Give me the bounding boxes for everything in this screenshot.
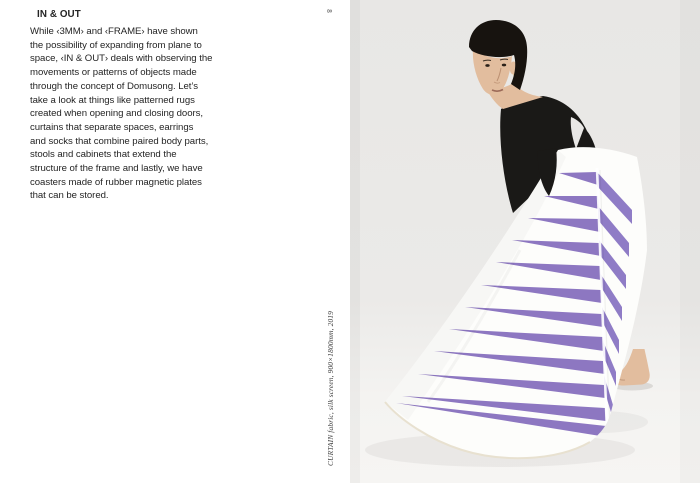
body-line: that can be stored. [30,190,109,202]
page-number: 8 [324,9,333,13]
body-line: space, ‹IN & OUT› deals with observing the [30,53,213,65]
page-title: IN & OUT [37,9,81,20]
body-line: stools and cabinets that extend the [30,149,177,161]
body-line: curtains that separate spaces, earrings [30,121,194,133]
body-line: created when opening and closing doors, [30,108,203,120]
body-line: structure of the frame and lastly, we have [30,163,203,175]
photo-caption: CURTAIN fabric, silk screen, 900×1800mm, 2019 [326,310,335,466]
body-line: coasters made of rubber magnetic plates [30,176,202,188]
body-line: take a look at things like patterned rugs [30,94,195,106]
body-line: While ‹3MM› and ‹FRAME› have shown [30,26,198,37]
body-line: through the concept of Domusong. Let’s [30,80,199,92]
body-paragraph [30,25,240,203]
body-line: movements or patterns of objects made [30,67,197,79]
model-photo [350,0,700,483]
body-line: and socks that combine paired body parts, [30,135,209,147]
body-line: the possibility of expanding from plane to [30,39,202,51]
left-page-text [30,8,240,203]
